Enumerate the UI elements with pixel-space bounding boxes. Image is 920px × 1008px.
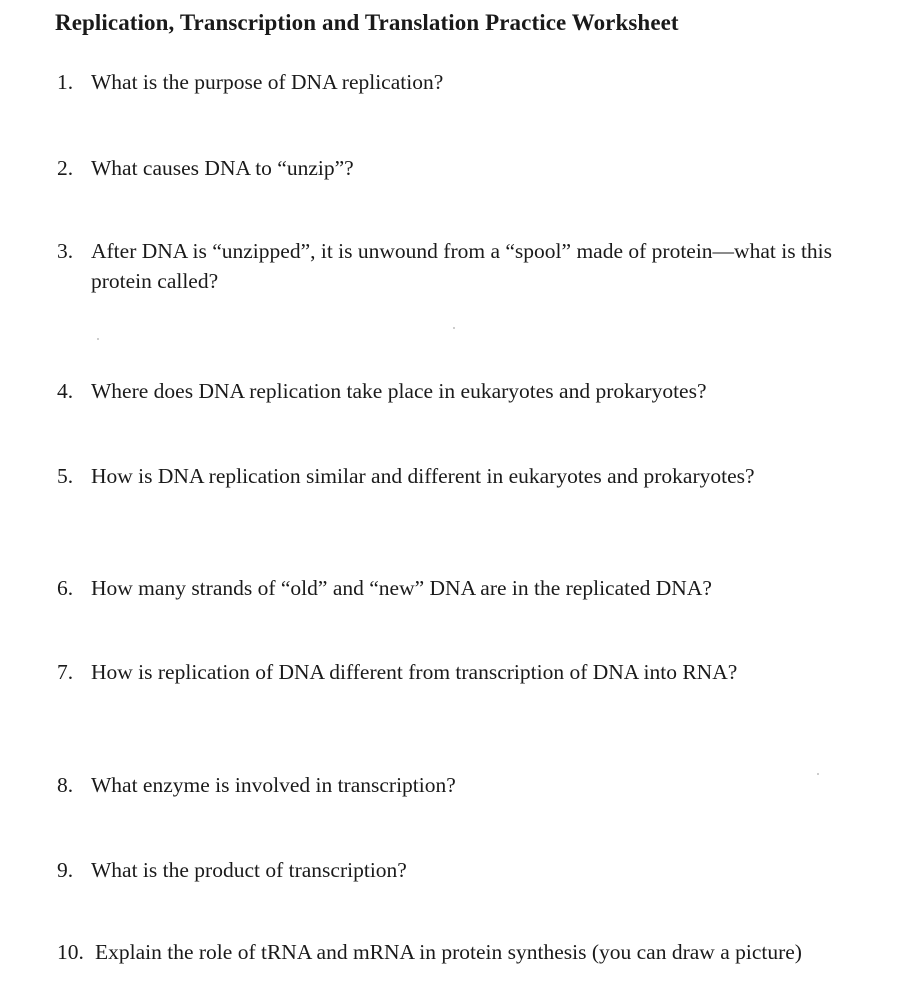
question-number: 5. (57, 464, 74, 488)
question-4 (57, 376, 887, 406)
question-8 (57, 770, 887, 800)
question-text: How is replication of DNA different from transcription of DNA into RNA? (91, 660, 738, 684)
question-text: What is the product of transcription? (91, 858, 407, 882)
question-number: 9. (57, 858, 74, 882)
question-number: 6. (57, 576, 74, 600)
question-text: Explain the role of tRNA and mRNA in protein synthesis (you can draw a picture) (95, 940, 802, 964)
question-number: 8. (57, 773, 74, 797)
question-number: 10. (57, 940, 84, 964)
question-number: 7. (57, 660, 74, 684)
question-text: How many strands of “old” and “new” DNA are in the replicated DNA? (91, 576, 712, 600)
question-text: What causes DNA to “unzip”? (91, 156, 354, 180)
question-1 (57, 67, 887, 97)
question-number: 2. (57, 156, 74, 180)
question-7 (57, 657, 887, 687)
scan-speck (817, 773, 819, 775)
question-2 (57, 153, 887, 183)
scan-speck (453, 327, 455, 329)
question-text: How is DNA replication similar and different in eukaryotes and prokaryotes? (91, 464, 755, 488)
question-5 (57, 461, 887, 491)
question-number: 4. (57, 379, 74, 403)
question-number: 3. (57, 239, 74, 263)
scan-speck (97, 338, 99, 340)
question-10 (57, 937, 887, 967)
question-9 (57, 855, 887, 885)
question-text: Where does DNA replication take place in eukaryotes and prokaryotes? (91, 379, 707, 403)
question-text: After DNA is “unzipped”, it is unwound from a “spool” made of protein—what is this protein called? (91, 239, 833, 293)
question-text: What enzyme is involved in transcription? (91, 773, 456, 797)
worksheet-title: Replication, Transcription and Translation Practice Worksheet (55, 10, 679, 35)
question-3 (57, 236, 887, 296)
question-text: What is the purpose of DNA replication? (91, 70, 444, 94)
question-number: 1. (57, 70, 74, 94)
question-6 (57, 573, 887, 603)
